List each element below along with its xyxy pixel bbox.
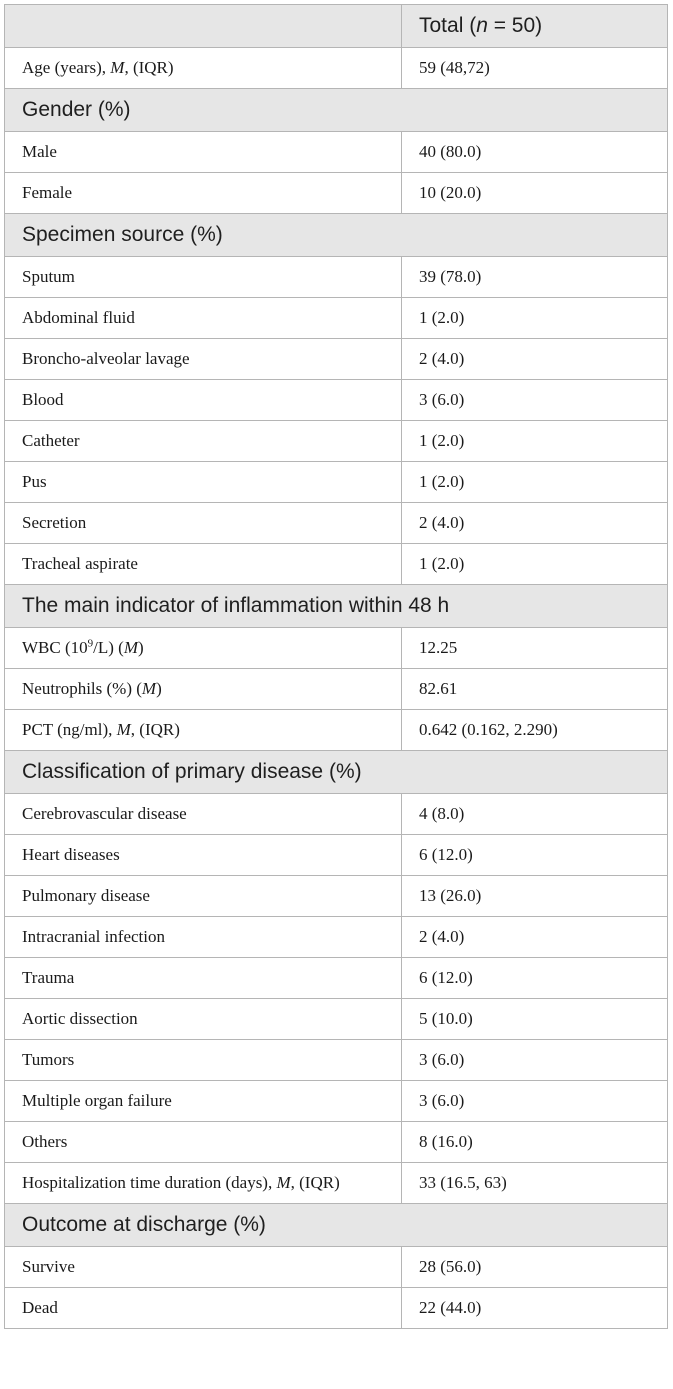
table-row bbox=[5, 544, 668, 585]
table-row-hospitalization bbox=[5, 1163, 668, 1204]
row-label: Abdominal fluid bbox=[5, 298, 402, 339]
row-value: 4 (8.0) bbox=[402, 794, 668, 835]
row-label: Survive bbox=[5, 1247, 402, 1288]
table-row bbox=[5, 173, 668, 214]
wbc-label-post: ) bbox=[138, 638, 144, 657]
row-label: Broncho-alveolar lavage bbox=[5, 339, 402, 380]
neutrophils-label-post: ) bbox=[156, 679, 162, 698]
row-label: Dead bbox=[5, 1288, 402, 1329]
table-row bbox=[5, 132, 668, 173]
table-row bbox=[5, 339, 668, 380]
row-value: 22 (44.0) bbox=[402, 1288, 668, 1329]
row-value: 3 (6.0) bbox=[402, 1040, 668, 1081]
header-total-prefix: Total ( bbox=[419, 14, 477, 37]
header-empty-cell bbox=[5, 5, 402, 48]
pct-label-post: , (IQR) bbox=[130, 720, 180, 739]
table-row bbox=[5, 1122, 668, 1163]
row-value: 40 (80.0) bbox=[402, 132, 668, 173]
hospitalization-label bbox=[5, 1163, 402, 1204]
row-value: 39 (78.0) bbox=[402, 257, 668, 298]
row-label: Multiple organ failure bbox=[5, 1081, 402, 1122]
gender-title: Gender (%) bbox=[5, 89, 668, 132]
row-value: 2 (4.0) bbox=[402, 503, 668, 544]
row-label: Trauma bbox=[5, 958, 402, 999]
age-label bbox=[5, 48, 402, 89]
row-label: Sputum bbox=[5, 257, 402, 298]
characteristics-table bbox=[4, 4, 668, 1329]
row-value: 28 (56.0) bbox=[402, 1247, 668, 1288]
hospitalization-label-m: M bbox=[276, 1173, 291, 1192]
row-label: Tracheal aspirate bbox=[5, 544, 402, 585]
hospitalization-label-pre: Hospitalization time duration (days), bbox=[22, 1173, 277, 1192]
table-row bbox=[5, 503, 668, 544]
neutrophils-label-m: M bbox=[141, 679, 157, 698]
row-label: Pulmonary disease bbox=[5, 876, 402, 917]
row-value: 5 (10.0) bbox=[402, 999, 668, 1040]
table-row bbox=[5, 1288, 668, 1329]
header-total-n: n bbox=[476, 14, 488, 37]
row-label: Catheter bbox=[5, 421, 402, 462]
row-value: 1 (2.0) bbox=[402, 421, 668, 462]
neutrophils-label-pre: Neutrophils (%) ( bbox=[22, 679, 142, 698]
table-row-pct bbox=[5, 710, 668, 751]
table-row bbox=[5, 958, 668, 999]
specimen-title: Specimen source (%) bbox=[5, 214, 668, 257]
pct-label-pre: PCT (ng/ml), bbox=[22, 720, 117, 739]
table-row bbox=[5, 257, 668, 298]
table-row-age bbox=[5, 48, 668, 89]
age-label-m: M bbox=[110, 58, 125, 77]
row-label: Cerebrovascular disease bbox=[5, 794, 402, 835]
table-row bbox=[5, 917, 668, 958]
row-value: 3 (6.0) bbox=[402, 380, 668, 421]
row-value: 2 (4.0) bbox=[402, 917, 668, 958]
row-value: 2 (4.0) bbox=[402, 339, 668, 380]
hospitalization-label-post: , (IQR) bbox=[290, 1173, 340, 1192]
age-value: 59 (48,72) bbox=[402, 48, 668, 89]
outcome-title: Outcome at discharge (%) bbox=[5, 1204, 668, 1247]
primary-disease-title: Classification of primary disease (%) bbox=[5, 751, 668, 794]
table-row-wbc bbox=[5, 628, 668, 669]
row-label: Intracranial infection bbox=[5, 917, 402, 958]
pct-label bbox=[5, 710, 402, 751]
table-row bbox=[5, 999, 668, 1040]
hospitalization-value: 33 (16.5, 63) bbox=[402, 1163, 668, 1204]
row-label: Secretion bbox=[5, 503, 402, 544]
neutrophils-label bbox=[5, 669, 402, 710]
table-row bbox=[5, 1081, 668, 1122]
row-label: Blood bbox=[5, 380, 402, 421]
row-value: 10 (20.0) bbox=[402, 173, 668, 214]
row-label: Heart diseases bbox=[5, 835, 402, 876]
wbc-label-mid: /L) ( bbox=[93, 638, 124, 657]
row-value: 6 (12.0) bbox=[402, 835, 668, 876]
table-row bbox=[5, 421, 668, 462]
row-value: 1 (2.0) bbox=[402, 544, 668, 585]
table-row bbox=[5, 462, 668, 503]
table-row bbox=[5, 1040, 668, 1081]
section-header-gender bbox=[5, 89, 668, 132]
row-value: 1 (2.0) bbox=[402, 298, 668, 339]
wbc-value: 12.25 bbox=[402, 628, 668, 669]
row-value: 13 (26.0) bbox=[402, 876, 668, 917]
table-row bbox=[5, 876, 668, 917]
section-header-outcome bbox=[5, 1204, 668, 1247]
inflammation-title: The main indicator of inflammation within 48 h bbox=[5, 585, 668, 628]
table-row bbox=[5, 380, 668, 421]
wbc-label-sup: 9 bbox=[87, 637, 94, 650]
age-label-pre: Age (years), bbox=[22, 58, 111, 77]
row-label: Others bbox=[5, 1122, 402, 1163]
table-row bbox=[5, 835, 668, 876]
table-row bbox=[5, 298, 668, 339]
table-row bbox=[5, 794, 668, 835]
row-value: 3 (6.0) bbox=[402, 1081, 668, 1122]
table-row-neutrophils bbox=[5, 669, 668, 710]
table-row bbox=[5, 1247, 668, 1288]
pct-label-m: M bbox=[116, 720, 131, 739]
wbc-label bbox=[5, 628, 402, 669]
age-label-post: , (IQR) bbox=[124, 58, 174, 77]
header-total-suffix: = 50) bbox=[487, 14, 543, 37]
row-value: 1 (2.0) bbox=[402, 462, 668, 503]
section-header-primary-disease bbox=[5, 751, 668, 794]
row-label: Female bbox=[5, 173, 402, 214]
header-total-cell bbox=[402, 5, 668, 48]
wbc-label-pre: WBC (10 bbox=[22, 638, 88, 657]
section-header-inflammation bbox=[5, 585, 668, 628]
wbc-label-m: M bbox=[123, 638, 138, 657]
row-value: 6 (12.0) bbox=[402, 958, 668, 999]
row-label: Male bbox=[5, 132, 402, 173]
row-label: Aortic dissection bbox=[5, 999, 402, 1040]
pct-value: 0.642 (0.162, 2.290) bbox=[402, 710, 668, 751]
section-header-specimen bbox=[5, 214, 668, 257]
row-value: 8 (16.0) bbox=[402, 1122, 668, 1163]
row-label: Pus bbox=[5, 462, 402, 503]
table-header-row bbox=[5, 5, 668, 48]
row-label: Tumors bbox=[5, 1040, 402, 1081]
neutrophils-value: 82.61 bbox=[402, 669, 668, 710]
